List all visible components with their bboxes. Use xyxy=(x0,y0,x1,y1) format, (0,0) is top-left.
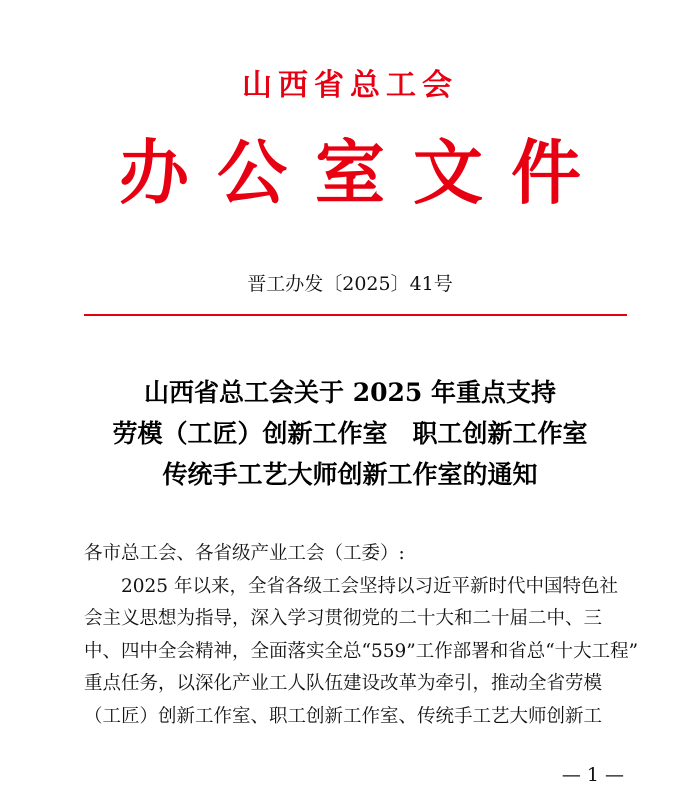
body-line: 会主义思想为指导，深入学习贯彻党的二十大和二十届二中、三 xyxy=(84,608,603,629)
notice-title xyxy=(0,372,700,495)
body-line: （工匠）创新工作室、职工创新工作室、传统手工艺大师创新工 xyxy=(84,705,603,727)
addressee-line: 各市总工会、各省级产业工会（工委）: xyxy=(84,543,405,564)
notice-title-line-1: 山西省总工会关于 2025 年重点支持 xyxy=(144,378,556,407)
document-type-heading: 办公室文件 xyxy=(119,131,609,214)
issuer-name: 山西省总工会 xyxy=(242,68,458,103)
body-line: 重点任务，以深化产业工人队伍建设改革为牵引，推动全省劳模 xyxy=(84,673,603,694)
document-number: 晋工办发〔2025〕41号 xyxy=(247,273,453,295)
notice-title-line-2: 劳模（工匠）创新工作室 职工创新工作室 xyxy=(112,419,588,448)
body-line: 中、四中全会精神，全面落实全总“559”工作部署和省总“十大工程” xyxy=(84,640,639,662)
body-line: 2025 年以来，全省各级工会坚持以习近平新时代中国特色社 xyxy=(121,575,618,597)
notice-body xyxy=(84,538,644,733)
page-number: — 1 — xyxy=(561,764,624,786)
notice-title-line-3: 传统手工艺大师创新工作室的通知 xyxy=(162,460,538,489)
red-separator-line xyxy=(84,314,627,316)
